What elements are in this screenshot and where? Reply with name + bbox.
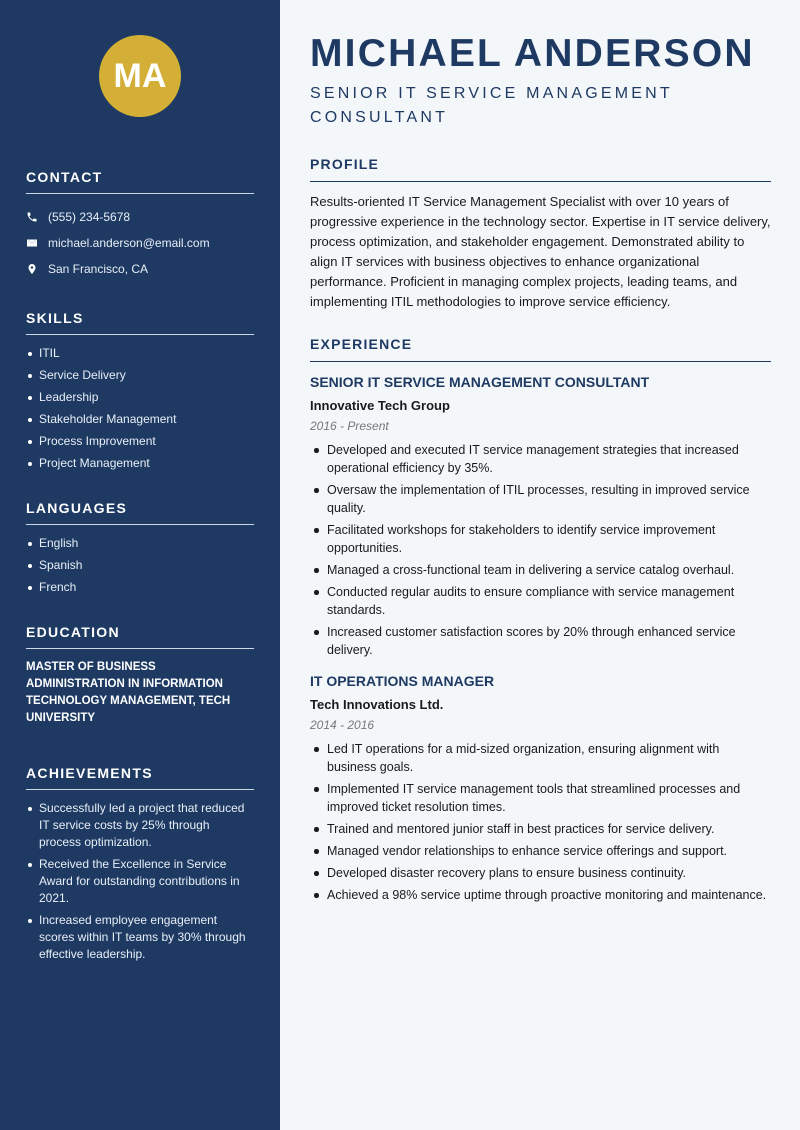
phone-icon <box>26 211 38 223</box>
achievements-heading: ACHIEVEMENTS <box>26 765 254 790</box>
skill-item: Stakeholder Management <box>26 411 254 428</box>
achievements-section <box>26 765 254 963</box>
skill-item: Leadership <box>26 389 254 406</box>
skill-item: Service Delivery <box>26 367 254 384</box>
language-item: English <box>26 535 254 552</box>
skills-section <box>26 310 254 472</box>
skill-item: Project Management <box>26 455 254 472</box>
education-section <box>26 624 254 727</box>
candidate-name: MICHAEL ANDERSON <box>310 32 755 75</box>
experience-heading: EXPERIENCE <box>310 336 771 362</box>
languages-section <box>26 500 254 596</box>
job-title: IT OPERATIONS MANAGER <box>310 673 495 689</box>
achievement-item: Increased employee engagement scores within IT teams by 30% through effective leadership. <box>26 912 254 963</box>
profile-section <box>310 156 771 312</box>
job-dates: 2014 - 2016 <box>310 718 375 732</box>
skill-item: Process Improvement <box>26 433 254 450</box>
contact-email <box>26 230 254 256</box>
job-company: Tech Innovations Ltd. <box>310 697 444 712</box>
job-dates: 2016 - Present <box>310 419 389 433</box>
job-entry <box>310 374 771 659</box>
job-bullet: Managed a cross-functional team in delivering a service catalog overhaul. <box>310 561 771 579</box>
job-bullet: Managed vendor relationships to enhance service offerings and support. <box>310 842 771 860</box>
job-bullet: Trained and mentored junior staff in best practices for service delivery. <box>310 820 771 838</box>
skill-item: ITIL <box>26 345 254 362</box>
achievement-item: Received the Excellence in Service Award for outstanding contributions in 2021. <box>26 856 254 907</box>
email-text: michael.anderson@email.com <box>48 236 210 250</box>
job-bullet: Oversaw the implementation of ITIL processes, resulting in improved service quality. <box>310 481 771 517</box>
job-company: Innovative Tech Group <box>310 398 450 413</box>
job-title: SENIOR IT SERVICE MANAGEMENT CONSULTANT <box>310 374 650 390</box>
profile-heading: PROFILE <box>310 156 771 182</box>
job-bullet: Facilitated workshops for stakeholders to identify service improvement opportunities. <box>310 521 771 557</box>
contact-heading: CONTACT <box>26 169 254 194</box>
job-bullet: Achieved a 98% service uptime through proactive monitoring and maintenance. <box>310 886 771 904</box>
job-entry <box>310 673 771 904</box>
profile-text: Results-oriented IT Service Management Specialist with over 10 years of progressive experience in the technology sector. Expertise in IT service delivery, process optimization, and stakeholder engagement. Demonstrated ability to align IT services with business objectives to enhance organizational performance. Proficient in managing complex projects, leading teams, and implementing ITIL methodologies to improve service efficiency. <box>310 194 771 309</box>
languages-heading: LANGUAGES <box>26 500 254 525</box>
contact-location <box>26 256 254 282</box>
experience-section <box>310 336 771 904</box>
job-bullet: Developed and executed IT service management strategies that increased operational efficiency by 35%. <box>310 441 771 477</box>
avatar: MA <box>99 35 181 117</box>
phone-text: (555) 234-5678 <box>48 210 131 224</box>
email-icon <box>26 237 38 249</box>
education-degree: MASTER OF BUSINESS ADMINISTRATION IN INFORMATION TECHNOLOGY MANAGEMENT, TECH UNIVERSITY <box>26 661 231 724</box>
job-bullet: Led IT operations for a mid-sized organization, ensuring alignment with business goals. <box>310 740 771 776</box>
candidate-title: SENIOR IT SERVICE MANAGEMENT CONSULTANT <box>310 85 673 126</box>
language-item: French <box>26 579 254 596</box>
sidebar <box>0 0 280 1130</box>
skills-heading: SKILLS <box>26 310 254 335</box>
job-bullet: Conducted regular audits to ensure compliance with service management standards. <box>310 583 771 619</box>
job-bullet: Implemented IT service management tools that streamlined processes and improved ticket resolution times. <box>310 780 771 816</box>
job-bullet: Increased customer satisfaction scores by 20% through enhanced service delivery. <box>310 623 771 659</box>
education-heading: EDUCATION <box>26 624 254 649</box>
contact-section <box>26 169 254 282</box>
location-pin-icon <box>26 263 38 275</box>
job-bullet: Developed disaster recovery plans to ensure business continuity. <box>310 864 771 882</box>
main-content <box>310 0 771 908</box>
language-item: Spanish <box>26 557 254 574</box>
achievement-item: Successfully led a project that reduced IT service costs by 25% through process optimization. <box>26 800 254 851</box>
location-text: San Francisco, CA <box>48 262 149 276</box>
contact-phone <box>26 204 254 230</box>
